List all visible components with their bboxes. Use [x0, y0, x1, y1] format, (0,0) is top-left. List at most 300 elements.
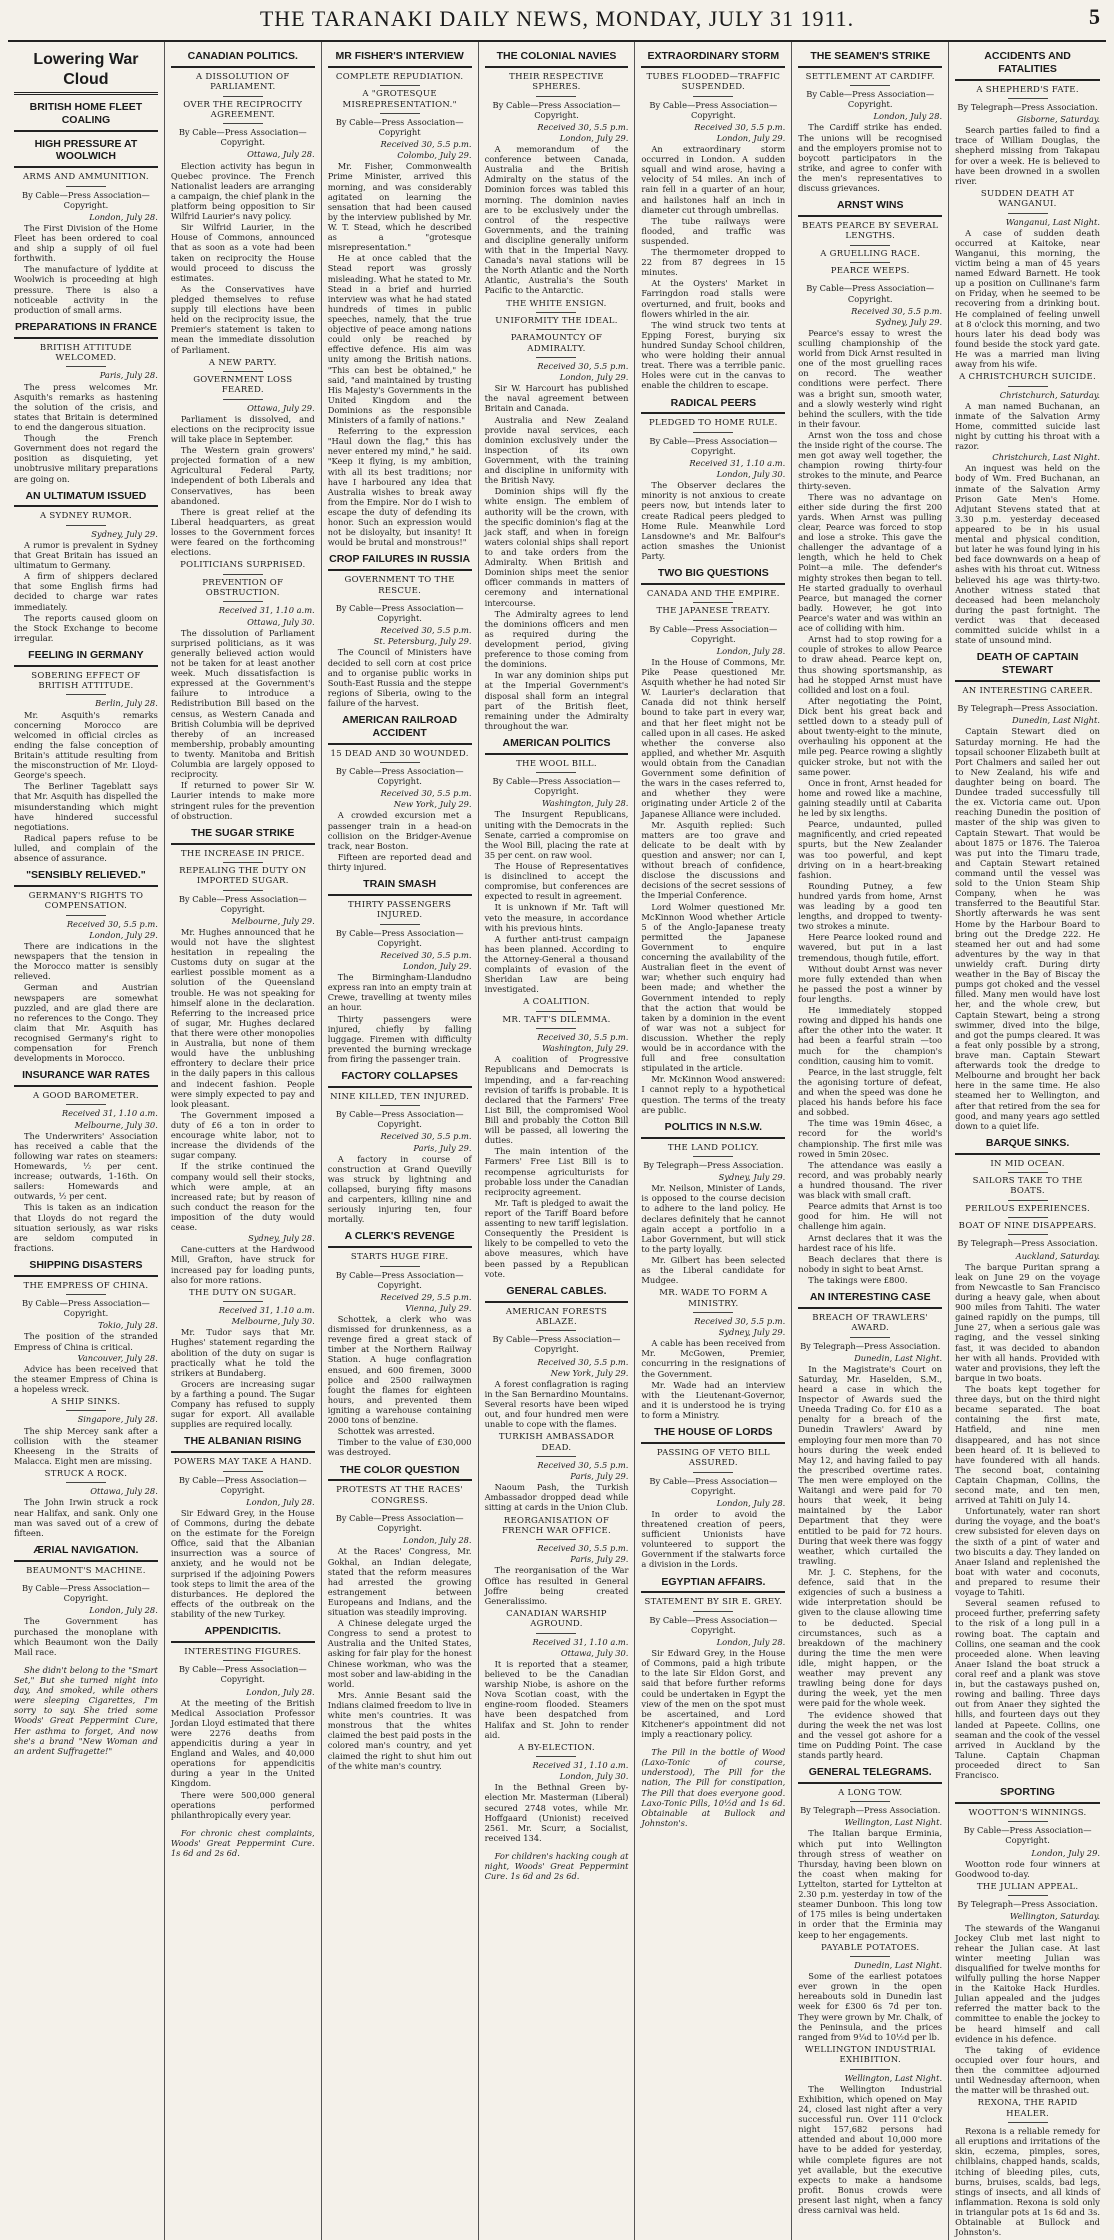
article-byline: By Cable—Press Association—Copyright.	[649, 435, 778, 456]
article-headline: HIGH PRESSURE AT WOOLWICH	[14, 138, 158, 169]
article-subheading: POWERS MAY TAKE A HAND.	[171, 1457, 315, 1471]
article-subheading: THE DUTY ON SUGAR.	[171, 1288, 315, 1302]
article-paragraph: There is great relief at the Liberal headquarters, as great losses to the Government forces were feared on the forthcoming elections.	[170, 506, 315, 558]
article-subheading: TUBES FLOODED—TRAFFIC SUSPENDED.	[641, 72, 785, 97]
article-dateline: Paris, July 29.	[570, 1471, 629, 1482]
article-subheading: PARAMOUNTCY OF ADMIRALTY.	[485, 333, 629, 358]
article-headline: THE COLONIAL NAVIES	[485, 50, 629, 68]
article-dateline: London, July 29.	[89, 929, 158, 940]
article-subheading: OVER THE RECIPROCITY AGREEMENT.	[171, 100, 315, 125]
article-dateline: New York, July 29.	[393, 799, 472, 810]
article-subheading: THE WHITE ENSIGN.	[485, 299, 629, 313]
article-dateline: London, July 28.	[89, 1605, 158, 1616]
article-subheading: THE WOOL BILL.	[485, 759, 629, 773]
article-dateline: Sydney, July 29.	[875, 316, 943, 327]
article-paragraph: The position of the stranded Empress of China is critical.	[14, 1331, 158, 1352]
article-subheading: A COALITION.	[485, 997, 629, 1011]
article-dateline: Christchurch, Saturday.	[999, 389, 1100, 400]
article-paragraph: The Council of Ministers have decided to sell corn at cost price and to organise public works in South-East Russia and the steppe regions of Siberia, owing to the failure of the harvest.	[327, 647, 472, 708]
article-subheading: THE EMPRESS OF CHINA.	[14, 1281, 158, 1295]
article-subheading: COMPLETE REPUDIATION.	[328, 72, 472, 86]
article-paragraph: The Cardiff strike has ended. The unions will be recognised and the employers promise not to boycott participators in the strike, and agree to confer with the men's representatives to discuss grievances.	[798, 122, 943, 194]
article-paragraph: The evidence showed that during the week the net was lost and the vessel got ashore for a time on Pudding Point. The case stands partly heard.	[798, 1709, 943, 1760]
article-dateline: Ottawa, July 30.	[560, 1647, 629, 1658]
article-dateline: Washington, July 28.	[541, 798, 629, 809]
article-subheading: THE JULIAN APPEAL.	[955, 1882, 1100, 1896]
article-byline: By Cable—Press Association—Copyright.	[335, 766, 464, 787]
article-paragraph: There was no advantage on either side during the first 200 yards. When Arnst was pulling clear, Pearce was forced to stop and lose a stroke. This gave the challenger the advantage of a length, which he held to Chek Point—a mile. The defender's mighty strokes then began to tell. He started gradually to overhaul Pearce, but managed the corner badly. However, he got into Pearce's water and was within an ace of colliding with him.	[798, 491, 943, 634]
article-headline: RADICAL PEERS	[641, 397, 785, 415]
article-subheading: THE LAND POLICY.	[641, 1143, 785, 1157]
article-paragraph: Naoum Pash, the Turkish Ambassador dropped dead while sitting at cards in the Union Club.	[484, 1482, 629, 1513]
article-headline: CROP FAILURES IN RUSSIA	[328, 553, 472, 571]
article-subheading: PASSING OF VETO BILL ASSURED.	[641, 1448, 785, 1473]
advertisement-text: For children's hacking cough at night, Woods' Great Peppermint Cure. 1s 6d and 2s 6d.	[484, 1850, 629, 1882]
article-paragraph: A further anti-trust campaign has been planned. According to the Attorney-General a thousand complaints of evasion of the Sheridan Law are being investigated.	[484, 933, 629, 995]
column-3	[322, 42, 479, 2240]
article-paragraph: Pearce, undaunted, pulled magnificently, and cried repeated spurts, but the New Zealander was too powerful, and kept driving on in a heart-breaking fashion.	[798, 819, 943, 880]
article-paragraph: The ship Mercey sank after a collision with the steamer Kheeseng in the Straits of Malacca. Eight men are missing.	[14, 1425, 158, 1466]
article-dateline: London, July 29.	[559, 372, 629, 383]
article-paragraph: The press welcomes Mr. Asquith's remarks as hastening the solution of the crisis, and states that Britain is determined to end the dangerous situation.	[14, 381, 158, 432]
article-subheading: REPEALING THE DUTY ON IMPORTED SUGAR.	[171, 866, 315, 891]
article-paragraph: Grocers are increasing sugar by a farthing a pound. The Sugar Company has refused to supply sugar for export. All available supplies are required locally.	[170, 1378, 315, 1430]
article-paragraph: Wootton rode four winners at Goodwood to-day.	[955, 1858, 1100, 1879]
article-byline: By Cable—Press Association—Copyright.	[806, 283, 935, 304]
article-subheading: NINE KILLED, TEN INJURED.	[328, 1092, 472, 1106]
article-dateline: London, July 28.	[716, 1497, 786, 1508]
article-dateline: London, July 28.	[89, 211, 158, 222]
article-paragraph: At the Races' Congress, Mr. Gokhal, an Indian delegate, stated that the reform measures had arrested the growing estrangement between Europeans and Indians, and the situation was steadily improving.	[327, 1546, 472, 1618]
article-paragraph: Search parties failed to find a trace of William Douglas, the shepherd missing from Takapau for over a week. He is believed to have been drowned in a swollen river.	[955, 125, 1100, 186]
article-headline: A CLERK'S REVENGE	[328, 1230, 472, 1248]
article-dateline: Paris, July 28.	[99, 370, 158, 381]
article-byline: By Cable—Press Association—Copyright.	[178, 1664, 307, 1685]
article-paragraph: The Wellington Industrial Exhibition, which opened on May 24, closed last night after a very successful run. Over 111 0'clock night 157,682 persons had attended and about 10,000 more have to be added for yesterday, while complete figures are not yet available, but the executive expects to make a handsome profit. Bonus crowds were present last night, when a fancy dress carnival was held.	[798, 2083, 943, 2216]
article-paragraph: A factory in course of construction at Grand Quevilly was struck by lightning and collapsed, burying fifty masons and carpenters, killing nine and seriously injuring ten, four mortally.	[327, 1153, 472, 1225]
article-byline: By Cable—Press Association—Copyright	[335, 116, 464, 137]
article-paragraph: The Italian barque Erminia, which put into Wellington through stress of weather on Thursday, having been blown on the coast when making for Lyttelton, started for Lyttelton at 2.30 p.m. yesterday in tow of the steamer Dunboon. This long tow of 175 miles is being undertaken in order that the Erminia may keep to her engagements.	[798, 1828, 943, 1940]
article-dateline: Received 31, 1.10 a.m.	[532, 1636, 629, 1647]
article-paragraph: If returned to power Sir W. Laurier intends to make more stringent rules for the prevention of obstruction.	[170, 780, 315, 821]
article-headline: THE HOUSE OF LORDS	[641, 1426, 785, 1444]
article-paragraph: In war any dominion ships put at the Imperial Government's disposal shall form an integral part of the British fleet, remaining under the Admiralty throughout the war.	[484, 670, 629, 731]
article-dateline: Melbourne, July 30.	[231, 1316, 315, 1327]
article-headline: THE COLOR QUESTION	[328, 1464, 472, 1482]
article-paragraph: Mr. Taft is pledged to await the report of the Tariff Board before assenting to new tariff legislation. Consequently the President is likely to be compelled to veto the above measures, which have been passed by a Republican vote.	[484, 1197, 629, 1279]
article-dateline: St. Petersburg, July 29.	[373, 636, 472, 647]
article-paragraph: An extraordinary storm occurred in London. A sudden squall and wind arose, having a velocity of 54 miles. An inch of rain fell in a quarter of an hour, and hailstones half an inch in diameter cut through umbrellas.	[641, 143, 786, 215]
article-dateline: London, July 29.	[559, 132, 629, 143]
article-dateline: Paris, July 29.	[413, 1142, 472, 1153]
article-subheading: BREACH OF TRAWLERS' AWARD.	[798, 1313, 942, 1338]
article-paragraph: Here Pearce looked round and wavered, but put in a last tremendous, though futile, effort.	[798, 932, 943, 963]
article-dateline: Tokio, July 28.	[98, 1320, 158, 1331]
article-dateline: New York, July 29.	[550, 1367, 629, 1378]
article-paragraph: A case of sudden death occurred at Kaitoke, near Wanganui, this morning, the victim being a man of 45 years named Edward Barnett. He took up a position on Cullinane's farm on Friday, when he seemed to be recovering from a drinking bout. He complained of feeling unwell at 8 o'clock this morning, and two hours later his dead body was found beside the stock yard gate. He was a married man living away from his wife.	[955, 227, 1100, 370]
article-subheading: WOOTTON'S WINNINGS.	[955, 1808, 1100, 1822]
article-dateline: London, July 28.	[873, 111, 943, 122]
article-paragraph: Timber to the value of £30,000 was destroyed.	[327, 1437, 472, 1458]
article-byline: By Cable—Press Association—Copyright.	[21, 1583, 150, 1604]
article-paragraph: In order to avoid the threatened creation of peers, sufficient Unionists have volunteered to support the Government if the stalwarts force a division in the Lords.	[641, 1508, 786, 1570]
article-paragraph: In the House of Commons, Mr. Pike Pease questioned Mr. Asquith whether he had noted Sir W. Laurier's declaration that Canada did not think herself bound to take part in every war, and that her fleet might not be called upon in all cases. He asked whether the converse also applied, and whether Mr. Asquith would obtain from the Canadian Government some definition of the wars in the cases referred to, and whether they were originating under Article 2 of the Japanese Alliance were included.	[641, 656, 786, 819]
article-headline: EGYPTIAN AFFAIRS.	[641, 1576, 785, 1594]
article-subheading: PROTESTS AT THE RACES' CONGRESS.	[328, 1485, 472, 1510]
article-paragraph: The John Irwin struck a rock near Halifax, and sank. Only one man was saved out of a crew of fifteen.	[14, 1497, 158, 1538]
article-paragraph: Radical papers refuse to be lulled, and complain of the absence of assurance.	[14, 832, 158, 864]
article-subheading: BOAT OF NINE DISAPPEARS.	[955, 1221, 1100, 1235]
article-subheading: STATEMENT BY SIR E. GREY.	[641, 1597, 785, 1611]
article-paragraph: The Government has purchased the monoplane with which Beaumont won the Daily Mail race.	[14, 1616, 158, 1657]
article-paragraph: A Chinese delegate urged the Congress to send a protest to Australia and the United States, asking for fair play for the honest Chinese workman, who was the most sober and law-abiding in the world.	[327, 1618, 472, 1689]
column-5	[635, 42, 792, 2240]
article-dateline: Received 31, 1.10 a.m.	[689, 457, 786, 468]
article-byline: By Cable—Press Association—Copyright.	[21, 1298, 150, 1319]
article-dateline: Received 30, 5.5 p.m.	[380, 788, 472, 799]
article-subheading: PERILOUS EXPERIENCES.	[955, 1204, 1100, 1218]
article-byline: By Telegraph—Press Association.	[800, 1340, 941, 1351]
article-paragraph: Once in front, Arnst headed for home and rowed like a machine, gaining steadily until at Cabarita he led by six lengths.	[798, 777, 943, 819]
article-headline: GENERAL TELEGRAMS.	[798, 1766, 942, 1784]
article-headline: BRITISH HOME FLEET COALING	[14, 101, 158, 132]
article-dateline: Colombo, July 29.	[397, 150, 472, 161]
article-paragraph: Mr. Gilbert has been selected as the Liberal candidate for Mudgee.	[641, 1254, 786, 1286]
article-paragraph: A rumor is prevalent in Sydney that Great Britain has issued an ultimatum to Germany.	[14, 539, 158, 571]
article-dateline: Ottawa, July 29.	[247, 402, 315, 413]
article-headline: TRAIN SMASH	[328, 878, 472, 896]
article-subheading: THEIR RESPECTIVE SPHERES.	[485, 72, 629, 97]
article-paragraph: Several seamen refused to proceed further, preferring safety to the risk of a long pull in a rowing boat. The captain and Collins, one seaman and the cook proceeded alone. When leaving Anaer Island the boat struck a coral reef and a plank was stove in, but the castaways pushed on, rowing and bailing. Three days out from Anaer they sighted the hills, and fourteen days out they landed at Papeete. Collins, one seaman and the cook of the vessel arrived in Auckland by the Talune. Captain Chapman proceeded direct to San Francisco.	[955, 1598, 1100, 1781]
article-byline: By Cable—Press Association—Copyright.	[806, 89, 935, 110]
article-byline: By Cable—Press Association—Copyright.	[335, 1269, 464, 1290]
article-paragraph: A firm of shippers declared that some English firms had decided to charge war rates immediately.	[14, 571, 158, 612]
article-dateline: Received 30, 5.5 p.m.	[380, 949, 472, 960]
article-dateline: Melbourne, July 29.	[231, 915, 315, 926]
article-paragraph: Mr. Asquith's remarks concerning Morocco are welcomed in official circles as ending the false conception of Britain's attitude resulting from the misconstruction of Mr. Lloyd-George's speech.	[14, 709, 158, 781]
article-byline: By Cable—Press Association—Copyright.	[649, 99, 778, 120]
article-byline: By Cable—Press Association—Copyright.	[178, 127, 307, 148]
article-headline: THE SEAMEN'S STRIKE	[798, 50, 942, 68]
article-paragraph: The time was 19min 46sec, a record for the world's championship. The first mile was rowed in 5min 20sec.	[798, 1118, 943, 1159]
article-paragraph: A man named Buchanan, an inmate of the Salvation Army Home, committed suicide last night by cutting his throat with a razor.	[955, 400, 1100, 452]
article-dateline: Ottawa, July 28.	[90, 1486, 158, 1497]
article-dateline: Dunedin, Last Night.	[854, 1352, 943, 1363]
article-subheading: SETTLEMENT AT CARDIFF.	[798, 72, 942, 86]
column-7	[949, 42, 1106, 2240]
article-subheading: THE INCREASE IN PRICE.	[171, 849, 315, 863]
article-paragraph: Though the French Government does not regard the position as disquieting, yet unobtrusive military preparations are going on.	[14, 433, 158, 484]
article-paragraph: This is taken as an indication that Lloyds do not regard the situation seriously, as war risks are seldom computed in fractions.	[14, 1202, 158, 1253]
article-dateline: Received 31, 1.10 a.m.	[218, 1305, 315, 1316]
article-byline: By Telegraph—Press Association.	[957, 1899, 1098, 1910]
article-subheading: THE JAPANESE TREATY.	[641, 606, 785, 620]
article-paragraph: Unfortunately, water ran short during the voyage, and the boat's crew subsisted for eleven days on the sixth of a pint of water and two biscuits a day. They landed on Anaer Island and replenished the boat with water and coconuts, and prepared to resume their voyage to Tahiti.	[955, 1506, 1100, 1598]
article-subheading: A GOOD BAROMETER.	[14, 1091, 158, 1105]
article-subheading: THIRTY PASSENGERS INJURED.	[328, 900, 472, 925]
article-headline: FEELING IN GERMANY	[14, 649, 158, 667]
article-dateline: London, July 30.	[716, 469, 786, 480]
article-dateline: Received 30, 5.5 p.m.	[537, 1459, 629, 1470]
article-paragraph: Some of the earliest potatoes ever grown in the open hereabouts sold in Dunedin last week for £300 6s 7d per ton. They were grown by Mr. Chalk, of the Peninsula, and the prices ranged from 9¼d to 10½d per lb.	[798, 1971, 943, 2042]
article-dateline: Sydney, July 29.	[91, 528, 158, 539]
article-paragraph: The House of Representatives is disinclined to accept the compromise, but conferences are expected to result in agreement.	[484, 861, 629, 902]
article-dateline: London, July 30.	[559, 1771, 629, 1782]
article-subheading: GOVERNMENT LOSS FEARED.	[171, 375, 315, 400]
article-dateline: London, July 28.	[716, 645, 786, 656]
page-number: 5	[1089, 4, 1100, 29]
article-paragraph: Mr. Neilson, Minister of Lands, is opposed to the course decision to adhere to the land policy. He declares definitely that he cannot again accept a portfolio in a Labor Government, but will stick to the party loyally.	[641, 1183, 786, 1254]
article-dateline: Wellington, Last Night.	[844, 1817, 943, 1828]
article-headline: SPORTING	[955, 1786, 1100, 1804]
article-dateline: Melbourne, July 30.	[74, 1119, 158, 1130]
article-paragraph: Arnst had to stop rowing for a couple of strokes to allow Pearce to draw ahead. Pearce kept on, thus showing sportsmanship, as had he stopped Arnst must have collided and lost on a foul.	[798, 634, 943, 695]
article-paragraph: Dominion ships will fly the white ensign. The emblem of authority will be the crown, with the specific dominion's flag at the jack staff, and when in foreign waters colonial ships shall report to and take orders from the Admiralty. When British and Dominion ships meet the senior officer commands in matters of ceremony and international intercourse.	[484, 486, 629, 608]
article-byline: By Cable—Press Association—Copyright.	[963, 1825, 1092, 1846]
advertisement-text: She didn't belong to the "Smart Set," But she turned night into day, And smoked, while others were sleeping Cigarettes, I'm sorry to say. She tried some Woods' Great Peppermint Cure, Her asthma to forget, And now she's a brand "New Woman and an ardent Suffragette!"	[14, 1664, 158, 1756]
article-dateline: Received 30, 5.5 p.m.	[537, 1032, 629, 1043]
article-paragraph: The Admiralty agrees to lend the dominions officers and men as required during the development period, giving preference to those coming from the dominions.	[484, 608, 629, 670]
article-paragraph: A coalition of Progressive Republicans and Democrats is impending, and a far-reaching revision of tariffs is probable. It is declared that the Farmers' Free List Bill, the compromised Wool Bill and probably the Cotton Bill will be passed, all lowering the duties.	[484, 1054, 629, 1146]
article-paragraph: Arnst won the toss and chose the inside right of the course. The men got away well together, the champion rowing thirty-four strokes to the minute, and Pearce thirty-seven.	[798, 430, 943, 491]
newspaper-title: THE TARANAKI DAILY NEWS, MONDAY, JULY 31 1911.	[259, 6, 855, 31]
article-dateline: Dunedin, Last Night.	[854, 1960, 943, 1971]
article-dateline: Received 29, 5.5 p.m.	[380, 1291, 472, 1302]
article-paragraph: There were 500,000 general operations performed philanthropically every year.	[170, 1789, 315, 1820]
article-subheading: SOBERING EFFECT OF BRITISH ATTITUDE.	[14, 671, 158, 696]
article-paragraph: It is unknown if Mr. Taft will veto the measure, in accordance with his previous hints.	[484, 902, 629, 933]
article-subheading: PLEDGED TO HOME RULE.	[641, 418, 785, 432]
article-headline: PREPARATIONS IN FRANCE	[14, 321, 158, 339]
article-subheading: BRITISH ATTITUDE WELCOMED.	[14, 343, 158, 368]
article-headline: INSURANCE WAR RATES	[14, 1069, 158, 1087]
article-paragraph: Pearce admits that Arnst is too good for him. He will not challenge him again.	[798, 1201, 943, 1232]
article-paragraph: Schottek was arrested.	[337, 1426, 435, 1437]
article-byline: By Telegraph—Press Association.	[957, 1238, 1098, 1249]
article-paragraph: A crowded excursion met a passenger train in a head-on collision on the Bridger-Avenue track, near Boston.	[327, 810, 472, 851]
article-byline: By Cable—Press Association—Copyright.	[21, 189, 150, 210]
article-subheading: PREVENTION OF OBSTRUCTION.	[171, 578, 315, 603]
article-paragraph: German and Austrian newspapers are somewhat puzzled, and are glad there are no references to the Congo. They claim that Mr. Asquith has recognised Germany's right to compensation for French developments in Morocco.	[14, 982, 158, 1064]
article-headline: DEATH OF CAPTAIN STEWART	[955, 651, 1100, 682]
article-dateline: Auckland, Saturday.	[1015, 1250, 1100, 1261]
article-byline: By Cable—Press Association—Copyright.	[492, 99, 621, 120]
article-paragraph: Advice has been received that the steamer Empress of China is a hopeless wreck.	[14, 1363, 158, 1394]
advertisement-text: The Pill in the bottle of Wood (Laxo-Tonic of course, understood), The Pill for the nation, The Pill for constipation, The Pill that does everyone good. Laxo-Tonic Pills, 10½d and 1s 6d. Obtainable at Bullock and Johnston's.	[641, 1747, 786, 1828]
article-paragraph: The thermometer dropped to 22 from 87 degrees in 15 minutes.	[641, 247, 786, 278]
article-headline: AMERICAN POLITICS	[485, 737, 629, 755]
article-subheading: SAILORS TAKE TO THE BOATS.	[955, 1176, 1100, 1201]
article-headline: THE SUGAR STRIKE	[171, 827, 315, 845]
article-headline: ACCIDENTS AND FATALITIES	[955, 50, 1100, 81]
article-byline: By Telegraph—Press Association.	[800, 1805, 941, 1816]
article-subheading: WELLINGTON INDUSTRIAL EXHIBITION.	[798, 2045, 942, 2070]
article-headline: EXTRAORDINARY STORM	[641, 50, 785, 68]
article-dateline: Received 31, 1.10 a.m.	[61, 1108, 158, 1119]
article-dateline: Sydney, July 29.	[718, 1172, 786, 1183]
article-subheading: STRUCK A ROCK.	[14, 1469, 158, 1483]
article-dateline: Berlin, July 28.	[95, 698, 158, 709]
article-subheading: CANADIAN WARSHIP AGROUND.	[485, 1609, 629, 1634]
article-dateline: Received 30, 5.5 p.m.	[851, 305, 943, 316]
article-paragraph: If the strike continued the company would sell their stocks, which were ample, at an increased rate; but by reason of such conduct the reason for the imposition of the duty would cease.	[170, 1161, 315, 1233]
column-2	[165, 42, 322, 2240]
article-dateline: Wanganui, Last Night.	[1005, 216, 1100, 227]
article-paragraph: In the Magistrate's Court on Saturday, Mr. Haselden, S.M., heard a case in which the Inspector of Awards sued the Uneeda Trading Co. for £10 as a penalty for a breach of the Dunedin Trawlers' Award by employing four men more than 70 hours during the week ended May 12, and having failed to pay the prescribed overtime rates. The men were employed on the Waitangi and were paid for 70 hours that week, it being maintained by the Labor Department that they were entitled to be paid for 72 hours. During that week there was foggy weather, which curtailed the trawling.	[798, 1363, 943, 1566]
article-subheading: A SHEPHERD'S FATE.	[955, 85, 1100, 99]
article-headline: BARQUE SINKS.	[955, 1137, 1100, 1155]
article-headline: TWO BIG QUESTIONS	[641, 567, 785, 585]
article-headline: CANADIAN POLITICS.	[171, 50, 315, 68]
article-dateline: Received 30, 5.5 p.m.	[537, 1356, 629, 1367]
article-subheading: TURKISH AMBASSADOR DEAD.	[485, 1432, 629, 1457]
article-byline: By Cable—Press Association—Copyright.	[335, 1513, 464, 1534]
article-paragraph: Election activity has begun in Quebec province. The French Nationalist leaders are arranging a campaign, the chief plank in the platform being opposition to Sir Wilfrid Laurier's navy policy.	[170, 160, 315, 222]
article-dateline: Received 30, 5.5 p.m.	[694, 121, 786, 132]
article-dateline: Vienna, July 29.	[405, 1302, 472, 1313]
article-subheading: BEAUMONT'S MACHINE.	[14, 1566, 158, 1580]
article-subheading: CANADA AND THE EMPIRE.	[641, 589, 785, 603]
article-subheading: BEATS PEARCE BY SEVERAL LENGTHS.	[798, 221, 942, 246]
article-subheading: A GRUELLING RACE.	[798, 249, 942, 263]
article-paragraph: Beach declares that there is nobody in sight to beat Arnst.	[798, 1253, 943, 1274]
article-subheading: AN INTERESTING CAREER.	[955, 686, 1100, 700]
article-headline: AN INTERESTING CASE	[798, 1291, 942, 1309]
article-headline: ÆRIAL NAVIGATION.	[14, 1544, 158, 1562]
article-paragraph: Schottek, a clerk who was dismissed for drunkenness, as a revenge fired a great stack of timber at the Northern Railway Station. A huge conflagration ensued, and 600 firemen, 3000 police and 2500 railwaymen fought the flames for eighteen hours, and prevented them igniting a warehouse containing 2000 tons of benzine.	[327, 1314, 472, 1426]
article-paragraph: Mr. Fisher, Commonwealth Prime Minister, arrived this morning, and was considerably agitated on learning the sensation that had been caused by the interview published by Mr. W. T. Stead, which he described as a "grotesque misrepresentation."	[327, 161, 472, 253]
article-byline: By Telegraph—Press Association.	[957, 101, 1098, 112]
article-paragraph: The Underwriters' Association has received a cable that the following war rates on steamers: Homewards, ½ per cent. increase; outwards, 1-16th. On sailers: Homewards and outwards, ½ per cent.	[14, 1130, 158, 1202]
column-6	[792, 42, 949, 2240]
article-byline: By Cable—Press Association—Copyright.	[335, 927, 464, 948]
article-paragraph: The wind struck two tents at Epping Forest, burying six hundred Sunday School children, who were holding their annual treat. There was a terrible panic. Holes were cut in the canvas to enable the children to escape.	[641, 319, 786, 391]
article-paragraph: Without doubt Arnst was never more fully extended than when he passed the post a winner by four lengths.	[798, 963, 943, 1005]
article-paragraph: Referring to the expression "Haul down the flag," this has never entered my mind," he said. "Keep it flying, is my ambition, with all its best traditions; nor have I harboured any idea that Australia wishes to break away from the Empire. Nor do I wish to escape the duty of defending its honor. Such an expression would not be disloyalty, but insanity! It would be brutal and monstrous!"	[327, 426, 472, 548]
article-headline: THE ALBANIAN RISING	[171, 1435, 315, 1453]
article-dateline: Received 30, 5.5 p.m.	[380, 1131, 472, 1142]
article-subheading: A LONG TOW.	[798, 1788, 942, 1802]
article-paragraph: The taking of evidence occupied over four hours, and then the committee adjourned until Wednesday afternoon, when the matter will be thrashed out.	[955, 2044, 1100, 2096]
article-dateline: London, July 29.	[402, 960, 472, 971]
article-paragraph: He at once cabled that the Stead report was grossly misleading. What he stated to Mr. Stead in a brief and hurried interview was what he had stated hundreds of times in public speeches, namely, that the true objective of peace among nations could only be reached by effective defence. His aim was unity among the British nations. "This can best be obtained," he said, "and maintained by trusting His Majesty's Governments in the United Kingdom and the Dominions as the responsible Ministers of a family of nations."	[327, 253, 472, 426]
article-subheading: A CHRISTCHURCH SUICIDE.	[955, 372, 1100, 386]
article-paragraph: Pearce's essay to wrest the sculling championship of the world from Dick Arnst resulted in one of the most gruelling races on record. The weather conditions were perfect. There was a bright sun, smooth water, and a slowly westerly wind right behind the scullers, with the tide in their favour.	[798, 327, 943, 429]
article-paragraph: The Birmingham-Llandudno express ran into an empty train at Crewe, travelling at twenty miles an hour.	[327, 972, 472, 1013]
article-headline: AMERICAN RAILROAD ACCIDENT	[328, 714, 472, 745]
article-paragraph: A memorandum of the conference between Canada, Australia and the British Admiralty on the status of the Dominion forces was tabled this morning. The dominion navies are to be exclusively under the control of the respective Governments, and the training and discipline generally uniform with that in the Imperial Navy. Canada's naval stations will be the North Atlantic and the North Atlantic, Australia's the South Pacific to the Antarctic.	[484, 143, 629, 296]
article-dateline: Sydney, July 28.	[248, 1233, 315, 1244]
article-subheading: AMERICAN FORESTS ABLAZE.	[485, 1307, 629, 1332]
article-subheading: A DISSOLUTION OF PARLIAMENT.	[171, 72, 315, 97]
article-byline: By Cable—Press Association—Copyright.	[178, 1474, 307, 1495]
article-subheading: ARMS AND AMMUNITION.	[14, 172, 158, 186]
article-paragraph: As the Conservatives have pledged themselves to refuse supply till elections have been held on the reciprocity issue, the Premier's statement is taken to mean the immediate dissolution of Parliament.	[170, 283, 315, 355]
article-paragraph: The Insurgent Republicans, uniting with the Democrats in the Senate, carried a compromise on the Wool Bill, placing the rate at 35 per cent. on raw wool.	[484, 809, 629, 860]
article-headline: Lowering War Cloud	[14, 50, 158, 95]
article-dateline: Received 30, 5.5 p.m.	[537, 121, 629, 132]
article-paragraph: Rexona is a reliable remedy for all eruptions and irritations of the skin, eczema, pimples, sores, chilblains, chapped hands, scalds, itching of bleeding piles, cuts, burns, bruises, scalds, bad legs, stings of insects, and all kinds of inflammation. Rexona is sold only in triangular pots at 1s 6d and 3s. Obtainable at Bullock and Johnston's.	[955, 2126, 1100, 2238]
article-dateline: London, July 28.	[402, 1535, 472, 1546]
article-paragraph: Mr. Tudor says that Mr. Hughes' statement regarding the abolition of the duty on sugar is practically what he told the strikers at Bundaberg.	[170, 1327, 315, 1378]
article-paragraph: An inquest was held on the body of Wm. Fred Buchanan, an inmate of the Salvation Army Prison Gate Men's Home. Adjutant Stevens stated that at 3.30 p.m. yesterday deceased appeared to be in his usual mental and physical condition, but later he was found lying in his bed face downwards on a heap of ashes with his throat cut. Witness believed his age was thirty-two. Another witness stated that deceased had been melancholy during the past fortnight. The verdict was that deceased committed suicide whilst in a state of unsound mind.	[955, 463, 1100, 646]
article-paragraph: Mr. McKinnon Wood answered: I cannot reply to a hypothetical question. The terms of the treaty are public.	[641, 1074, 786, 1115]
article-dateline: Christchurch, Last Night.	[992, 452, 1100, 463]
article-subheading: A BY-ELECTION.	[485, 1743, 629, 1757]
article-dateline: Vancouver, July 28.	[77, 1352, 158, 1363]
article-subheading: A SYDNEY RUMOR.	[14, 511, 158, 525]
article-paragraph: Mr. J. C. Stephens, for the defence, said that in the exigencies of such a business a wide interpretation should be given to the clause allowing time to be deducted. Special circumstances, such as a breakdown of the machinery during the time the men were idle, might happen, or the weather may prevent any trawling being done for days during the week, yet the men were paid for the whole week.	[798, 1567, 943, 1709]
article-paragraph: Cane-cutters at the Hardwood Mill, Grafton, have struck for increased pay for loading punts, also for more rations.	[170, 1244, 315, 1285]
masthead	[8, 0, 1106, 42]
article-paragraph: There are indications in the newspapers that the tension in the Morocco matter is sensibly relieved.	[14, 940, 158, 982]
article-paragraph: Australia and New Zealand provide naval services, each dominion exclusively under the inspection of its own Government, with the training and discipline in uniformity with the British Navy.	[484, 414, 629, 486]
article-paragraph: The manufacture of lyddite at Woolwich is proceeding at high pressure. There is also a noticeable activity in the production of small arms.	[14, 264, 158, 315]
article-headline: GENERAL CABLES.	[485, 1285, 629, 1303]
article-paragraph: A forest conflagration is raging in the San Bernardino Mountains. Several resorts have been wiped out, and four hundred men were unable to cope with the flames.	[484, 1378, 629, 1430]
article-byline: By Cable—Press Association—Copyright.	[335, 602, 464, 624]
article-subheading: IN MID OCEAN.	[955, 1159, 1100, 1173]
article-paragraph: The Berliner Tageblatt says that Mr. Asquith has dispelled the misunderstanding which might have hindered successful negotiations.	[14, 781, 158, 832]
article-paragraph: The Government imposed a duty of £6 a ton in order to encourage white labor, not to increase the dividends of the sugar company.	[170, 1109, 315, 1161]
article-paragraph: Pearce, in the last struggle, felt the agonising torture of defeat, and when the speed was done he placed his hands before his face and sobbed.	[798, 1066, 943, 1118]
article-subheading: PEARCE WEEPS.	[798, 266, 942, 280]
article-subheading: A SHIP SINKS.	[14, 1397, 158, 1411]
article-paragraph: Sir W. Harcourt has published the naval agreement between Britain and Canada.	[484, 383, 629, 414]
article-paragraph: Sir Edward Grey, in the House of Commons, during the debate on the estimate for the Foreign Office, said that the Albanian insurrection was a source of anxiety, and he would not be surprised if the adjoining Powers took steps to limit the area of the disturbances. He deplored the effects of the outbreak on the stability of the new Turkey.	[170, 1507, 315, 1620]
article-paragraph: Mr. Hughes announced that he would not have the slightest hesitation in repealing the Customs duty on sugar at the earliest possible moment as a solution of the Queensland trouble. He was not speaking for himself alone in the declaration. Referring to the increased price of sugar, Mr. Hughes declared that there were other monopolies in Australia, but none of them would have the unblushing effrontery to declare their price in the daily papers in this callous and indecent fashion. People were simply expected to pay and look pleasant.	[170, 926, 315, 1109]
article-paragraph: Arnst declares that it was the hardest race of his life.	[798, 1232, 943, 1253]
article-byline: By Cable—Press Association—Copyright.	[649, 1475, 778, 1496]
article-byline: By Cable—Press Association—Copyright.	[649, 623, 778, 644]
article-byline: By Cable—Press Association—Copyright.	[492, 1334, 621, 1355]
article-subheading: A "GROTESQUE MISREPRESENTATION."	[328, 89, 472, 114]
article-dateline: Received 30, 5.5 p.m.	[694, 1316, 786, 1326]
article-byline: By Cable—Press Association—Copyright.	[492, 776, 621, 797]
article-dateline: Received 30, 5.5 p.m.	[380, 625, 472, 636]
article-paragraph: The First Division of the Home Fleet has been ordered to coal and ship a supply of oil fuel forthwith.	[14, 222, 158, 264]
article-paragraph: The tube railways were flooded, and traffic was suspended.	[641, 215, 786, 246]
article-headline: POLITICS IN N.S.W.	[641, 1121, 785, 1139]
article-dateline: Received 30, 5.5 p.m.	[66, 918, 158, 929]
article-paragraph: The dissolution of Parliament surprised politicians, as it was generally believed action would not be taken for at least another week. Much dissatisfaction is expressed at the Government's failure to introduce a Redistribution Bill based on the census, as Western Canada and British Columbia will be deprived thereby of an increased membership, probably amounting to twenty. Manitoba and British Columbia are largely opposed to reciprocity.	[170, 627, 315, 780]
column-1	[8, 42, 165, 2240]
article-paragraph: Thirty passengers were injured, chiefly by falling luggage. Firemen with difficulty prevented the burning wreckage from firing the passenger train.	[327, 1013, 472, 1064]
article-dateline: London, July 29.	[1031, 1847, 1100, 1858]
article-paragraph: The reorganisation of the War Office has resulted in General Joffre being created Generalissimo.	[484, 1565, 629, 1606]
article-paragraph: The Western grain growers' projected formation of a new Agricultural Federal Party, independent of both Liberals and Conservatives, has been abandoned.	[170, 445, 315, 506]
article-paragraph: He immediately stopped rowing and dipped his hands one after the other into the water. It had been a fearful strain —too much for the champion's condition, causing him to vomit.	[798, 1005, 943, 1066]
article-byline: By Cable—Press Association—Copyright.	[335, 1109, 464, 1130]
article-headline: FACTORY COLLAPSES	[328, 1070, 472, 1088]
article-dateline: Received 30, 5.5 p.m.	[537, 1543, 629, 1554]
article-dateline: Singapore, July 28.	[77, 1414, 158, 1425]
column-4	[479, 42, 636, 2240]
article-subheading: GERMANY'S RIGHTS TO COMPENSATION.	[14, 891, 158, 916]
article-dateline: Received 31, 1.10 a.m.	[532, 1760, 629, 1771]
article-dateline: Paris, July 29.	[570, 1554, 629, 1565]
article-paragraph: Mrs. Annie Besant said the Indians claimed freedom to live in white men's countries. It was monstrous that the whites claimed the best paid posts in the colored man's country, and yet claimed the right to shut him out of the white man's country.	[327, 1689, 472, 1771]
article-dateline: London, July 28.	[716, 1636, 786, 1647]
article-dateline: Washington, July 29.	[541, 1043, 629, 1054]
article-paragraph: After negotiating the Point, Dick bent his great back and settled down to a steady pull of about twenty-eight to the minute, overhauling his opponent at the mile peg. Pearce rowing a slightly quicker stroke, but not with the same power.	[798, 695, 943, 777]
article-subheading: A NEW PARTY.	[171, 358, 315, 372]
article-paragraph: The boats kept together for three days, but on the third night became separated. The boat containing the first mate, Hatfield, and nine men disappeared, and has not since been heard of. It is believed to have foundered with all hands. The second boat, containing Captain Chapman, Collins, the second mate, and ten men, arrived at Tahiti on July 14.	[955, 1383, 1100, 1506]
article-dateline: London, July 29.	[716, 132, 786, 143]
article-dateline: Received 30, 5.5 p.m.	[537, 361, 629, 372]
article-dateline: Received 30, 5.5 p.m.	[380, 139, 472, 150]
article-paragraph: In the Bethnal Green by-election Mr. Masterman (Liberal) secured 2748 votes, while Mr. Hoffgaard (Unionist) received 2561. Mr. Scurr, a Socialist, received 134.	[484, 1782, 629, 1843]
